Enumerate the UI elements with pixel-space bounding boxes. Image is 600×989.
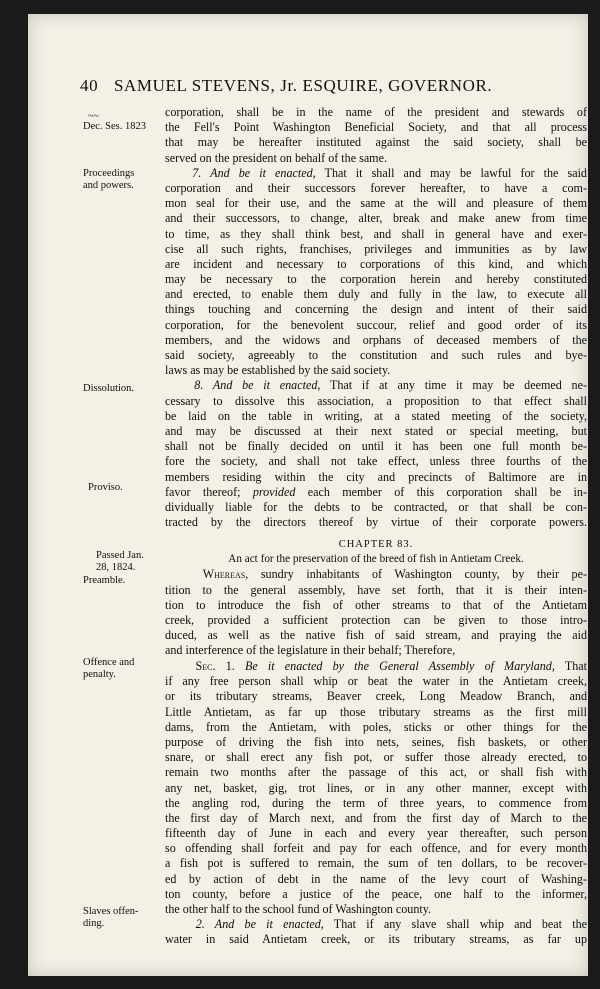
text-line: things touching and concerning the design and intent of their said (165, 302, 587, 317)
act-title: An act for the preservation of the breed of fish in Antietam Creek. (228, 553, 524, 566)
margin-flourish: ~~ (88, 111, 99, 122)
margin-line: penalty. (83, 669, 116, 680)
margin-line: Passed Jan. (96, 550, 144, 561)
text-line: creek, provided a sufficient protection can be given to those intro- (165, 612, 587, 627)
chapter-heading: CHAPTER 83. (338, 539, 414, 550)
section-8-first-line (165, 378, 587, 393)
section-7-first-line (165, 166, 587, 181)
text-line: may be necessary to the corporation herein and hereby constituted (165, 272, 587, 287)
text-span: sundry inhabitants of Washington county, by their pe- (248, 567, 587, 582)
text-line: mon seal for their use, and the same at the will and pleasure of them (165, 196, 587, 211)
text-line: duced, as well as the native fish of said stream, and praying the aid (165, 628, 587, 643)
text-line: said society, agreeably to the constitution and such rules and bye- (165, 348, 587, 362)
margin-line: and powers. (83, 180, 134, 191)
text-line: and interference of the legislature in their behalf; Therefore, (165, 643, 456, 658)
margin-line: Proceedings (83, 168, 135, 179)
text-line: ton county, before a justice of the peace, one half to the informer, (165, 886, 587, 901)
text-span: That (554, 659, 587, 673)
text-line: to time, as they shall think best, and shall in general have and exer- (165, 226, 587, 241)
sec-2-first-line (165, 917, 587, 932)
text-line: corporation, shall be in the name of the president and stewards of (165, 105, 587, 119)
text-span: each member of this corporation shall be in- (295, 484, 587, 499)
text-line: cessary to dissolve this association, a proposition to that effect shall (165, 393, 587, 408)
margin-proviso: Proviso. (88, 482, 123, 493)
margin-line: 28, 1824. (96, 562, 136, 573)
text-line: the angling rod, during the term of three years, to commence from (165, 795, 587, 810)
proviso-line (165, 485, 587, 500)
text-line: corporation and their successors forever hereafter, to have a com- (165, 180, 587, 195)
text-line: the other half to the school fund of Washington county. (165, 902, 432, 916)
margin-proceedings (83, 168, 165, 192)
text-line: laws as may be established by the said society. (165, 363, 391, 378)
text-line: the first day of March next, and from the first day of March to the (165, 810, 587, 825)
margin-date: Dec. Ses. 1823 (83, 121, 146, 132)
margin-line: Slaves offen- (83, 906, 139, 917)
text-line: remain two months after the passage of this act, or shall fish with (165, 765, 587, 780)
margin-offence (83, 657, 165, 681)
text-line: members, and the widows and orphans of deceased members of the (165, 332, 587, 347)
text-line: Little Antietam, as far up those tributary streams as the first mill (165, 704, 587, 719)
text-span: favor thereof; (165, 484, 253, 499)
enacting-clause: Be it enacted by the General Assembly of Maryland, (244, 659, 555, 673)
text-line: and may be discussed at their next stated or special meeting, but (165, 423, 587, 438)
document-page (28, 14, 588, 976)
section-label: Sec. 1. (195, 659, 245, 673)
text-line: and their successors, to change, alter, break and make anew from time (165, 211, 587, 226)
text-line: any net, basket, gig, trot lines, or in any other manner, except with (165, 780, 587, 795)
text-line: purpose of driving the fish into nets, seines, fish baskets, or other (165, 734, 587, 749)
text-span: That if at any time it may be deemed ne- (320, 378, 587, 393)
enacting-clause: 8. And be it enacted, (194, 378, 321, 393)
text-line: members residing within the city and precincts of Baltimore are in (165, 469, 587, 484)
text-line: dams, from the Antietam, with poles, sticks or other things for the (165, 719, 587, 734)
text-line: ed by action of debt in the name of the levy court of Washing- (165, 871, 587, 886)
sec-1-first-line (165, 659, 587, 674)
enacting-clause: 2. And be it enacted, (195, 917, 324, 932)
text-line: shall not be finally decided on until it has been one full month be- (165, 439, 587, 454)
text-span: That it shall and may be lawful for the said (315, 165, 587, 180)
text-line: are incident and necessary to corporations of this kind, and which (165, 256, 587, 271)
margin-preamble: Preamble. (83, 575, 126, 586)
page-number: 40 (80, 76, 99, 95)
text-line: served on the president on behalf of the same. (165, 150, 387, 165)
text-line: so offending shall forfeit and pay for each offence, and for every month (165, 841, 587, 856)
text-line: fore the society, and shall not take effect, unless three fourths of the (165, 454, 587, 469)
whereas-first-line (165, 567, 587, 582)
text-line: if any free person shall whip or beat the water in the Antietam creek, (165, 674, 587, 689)
proviso-word: provided (252, 484, 296, 499)
margin-slaves (83, 906, 165, 930)
body-sec-1 (165, 659, 587, 948)
text-line: tition to the general assembly, have set forth, that it is their inten- (165, 582, 587, 597)
margin-line: ding. (83, 918, 105, 929)
text-line: water in said Antietam creek, or its tributary streams, as far up (165, 932, 587, 947)
text-line: tracted by the directors thereof by virtue of their corporate powers. (165, 515, 587, 530)
margin-line: Offence and (83, 657, 135, 668)
text-line: or its tributary streams, Beaver creek, Long Meadow Branch, and (165, 689, 587, 704)
text-line: fifteenth day of June in each and every year thereafter, such person (165, 826, 587, 841)
text-line: the Fell's Point Washington Beneficial Society, and that all process (165, 120, 587, 135)
text-line: snare, or shall erect any fish pot, or suffer those already erected, to (165, 750, 587, 765)
body-sections-7-8 (165, 105, 587, 530)
text-line: be laid on the table in writing, at a stated meeting of the society, (165, 408, 587, 423)
text-line: cise all such rights, franchises, privileges and immunities as by law (165, 241, 587, 256)
text-line: corporation, for the benevolent succour, relief and good order of its (165, 317, 587, 332)
whereas-word: Whereas, (202, 567, 249, 582)
text-line: that may be hereafter instituted against the said society, shall be (165, 135, 587, 150)
margin-dissolution: Dissolution. (83, 383, 135, 394)
text-line: a fish pot is suffered to remain, the sum of ten dollars, to be recover- (165, 856, 587, 871)
body-chapter-83 (165, 537, 587, 659)
running-title: SAMUEL STEVENS, Jr. ESQUIRE, GOVERNOR. (114, 76, 493, 95)
enacting-clause: 7. And be it enacted, (192, 165, 316, 180)
text-line: dividually liable for the debts to be contracted, or that shall be con- (165, 499, 587, 514)
text-line: and erected, to enable them duly and fully in the law, to execute all (165, 287, 587, 302)
text-line: tion to introduce the fish of other streams to that of the Antietam (165, 597, 587, 612)
text-span: That if any slave shall whip and beat the (323, 917, 587, 932)
